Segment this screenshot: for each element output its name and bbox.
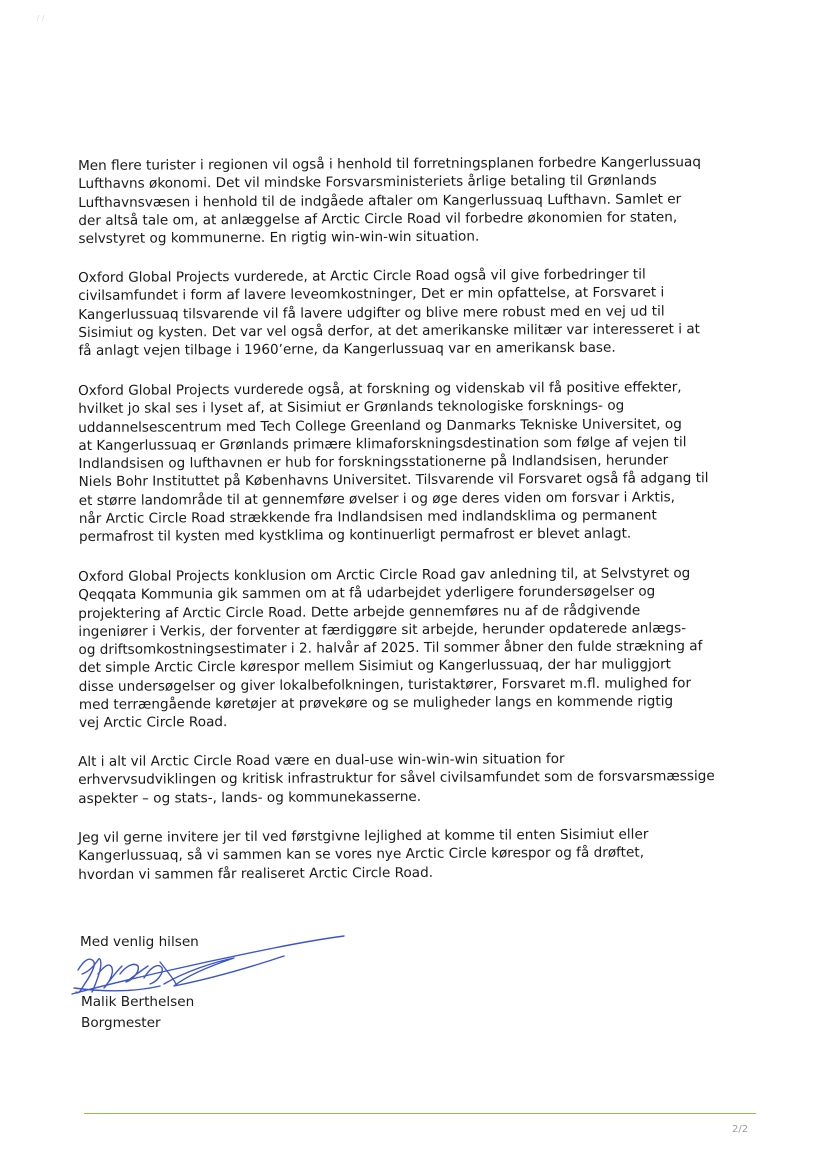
letter-body — [78, 154, 758, 905]
closing-greeting: Med venlig hilsen — [80, 934, 199, 950]
signer-title: Borgmester — [81, 1015, 161, 1031]
paragraph-research: Oxford Global Projects vurderede også, at forskning og videnskab vil få positive effekter, hvilket jo skal ses i lyset af, at Sisimiut er Grønlands teknologiske forsknings- og uddannelsescentrum med Tech College Greenland og Danmarks Tekniske Universitet, og at Kangerlussuaq er Grønlands primære klimaforskningsdestination som følge af vejen til Indlandsisen og lufthavnen er hub for forskningsstationerne på Indlandsisen, herunder Niels Bohr Instituttet på Københavns Universitet. Tilsvarende vil Forsvaret også få adgang til et større landområde til at gennemføre øvelser i og øge deres viden om forsvar i Arktis, når Arctic Circle Road strækkende fra Indlandsisen med indlandsklima og permanent permafrost til kysten med kystklima og kontinuerligt permafrost er blevet anlagt. — [78, 379, 709, 546]
signer-name: Malik Berthelsen — [81, 994, 195, 1010]
page-number: 2/2 — [732, 1124, 749, 1135]
paragraph-dual-use: Alt i alt vil Arctic Circle Road være en dual-use win-win-win situation for erhvervsudviklingen og kritisk infrastruktur for såvel civilsamfundet som de forsvarsmæssige aspekter – og stats-, lands- og kommunekasserne. — [78, 751, 715, 807]
paragraph-project-status: Oxford Global Projects konklusion om Arctic Circle Road gav anledning til, at Selvstyret og Qeqqata Kommunia gik sammen om at få udarbejdet yderligere forundersøgelser og projektering af Arctic Circle Road. Dette arbejde gennemføres nu af de rådgivende ingeniører i Verkis, der forventer at færdiggøre sit arbejde, herunder opdaterede anlægs- og driftsomkostningsestimater i 2. halvår af 2025. Til sommer åbner den fulde strækning af det simple Arctic Circle kørespor mellem Sisimiut og Kangerlussuaq, der har muliggjort disse undersøgelser og giver lokalbefolkningen, turistaktører, Forsvaret m.fl. mulighed for med terrængående køretøjer at prøvekøre og se muligheder langs en kommende rigtig vej Arctic Circle Road. — [78, 564, 703, 732]
paragraph-economy: Men flere turister i regionen vil også i henhold til forretningsplanen forbedre Kangerlussuaq Lufthavns økonomi. Det vil mindske Forsvarsministeriets årlige betaling til Grønlands Lufthavnsvæsen i henhold til de indgåede aftaler om Kangerlussuaq Lufthavn. Samlet er der altså tale om, at anlæggelse af Arctic Circle Road vil forbedre økonomien for staten, selvstyret og kommunerne. En rigtig win-win-win situation. — [78, 154, 701, 248]
paragraph-civil-society: Oxford Global Projects vurderede, at Arctic Circle Road også vil give forbedringer til civilsamfundet i form af lavere leveomkostninger, Det er min opfattelse, at Forsvaret i Kangerlussuaq tilsvarende vil få lavere udgifter og blive mere robust med en vej ud til Sisimiut og kysten. Det var vel også derfor, at det amerikanske militær var interesseret i at få anlagt vejen tilbage i 1960’erne, da Kangerlussuaq var en amerikansk base. — [78, 267, 701, 360]
signer-block — [81, 992, 194, 1034]
footer-divider — [84, 1113, 756, 1114]
paragraph-invitation: Jeg vil gerne invitere jer til ved førstgivne lejlighed at komme til enten Sisimiut eller Kangerlussuaq, så vi sammen kan se vores nye Arctic Circle kørespor og få drøftet, hvordan vi sammen får realiseret Arctic Circle Road. — [78, 826, 649, 883]
scan-mark-icon — [36, 14, 50, 22]
